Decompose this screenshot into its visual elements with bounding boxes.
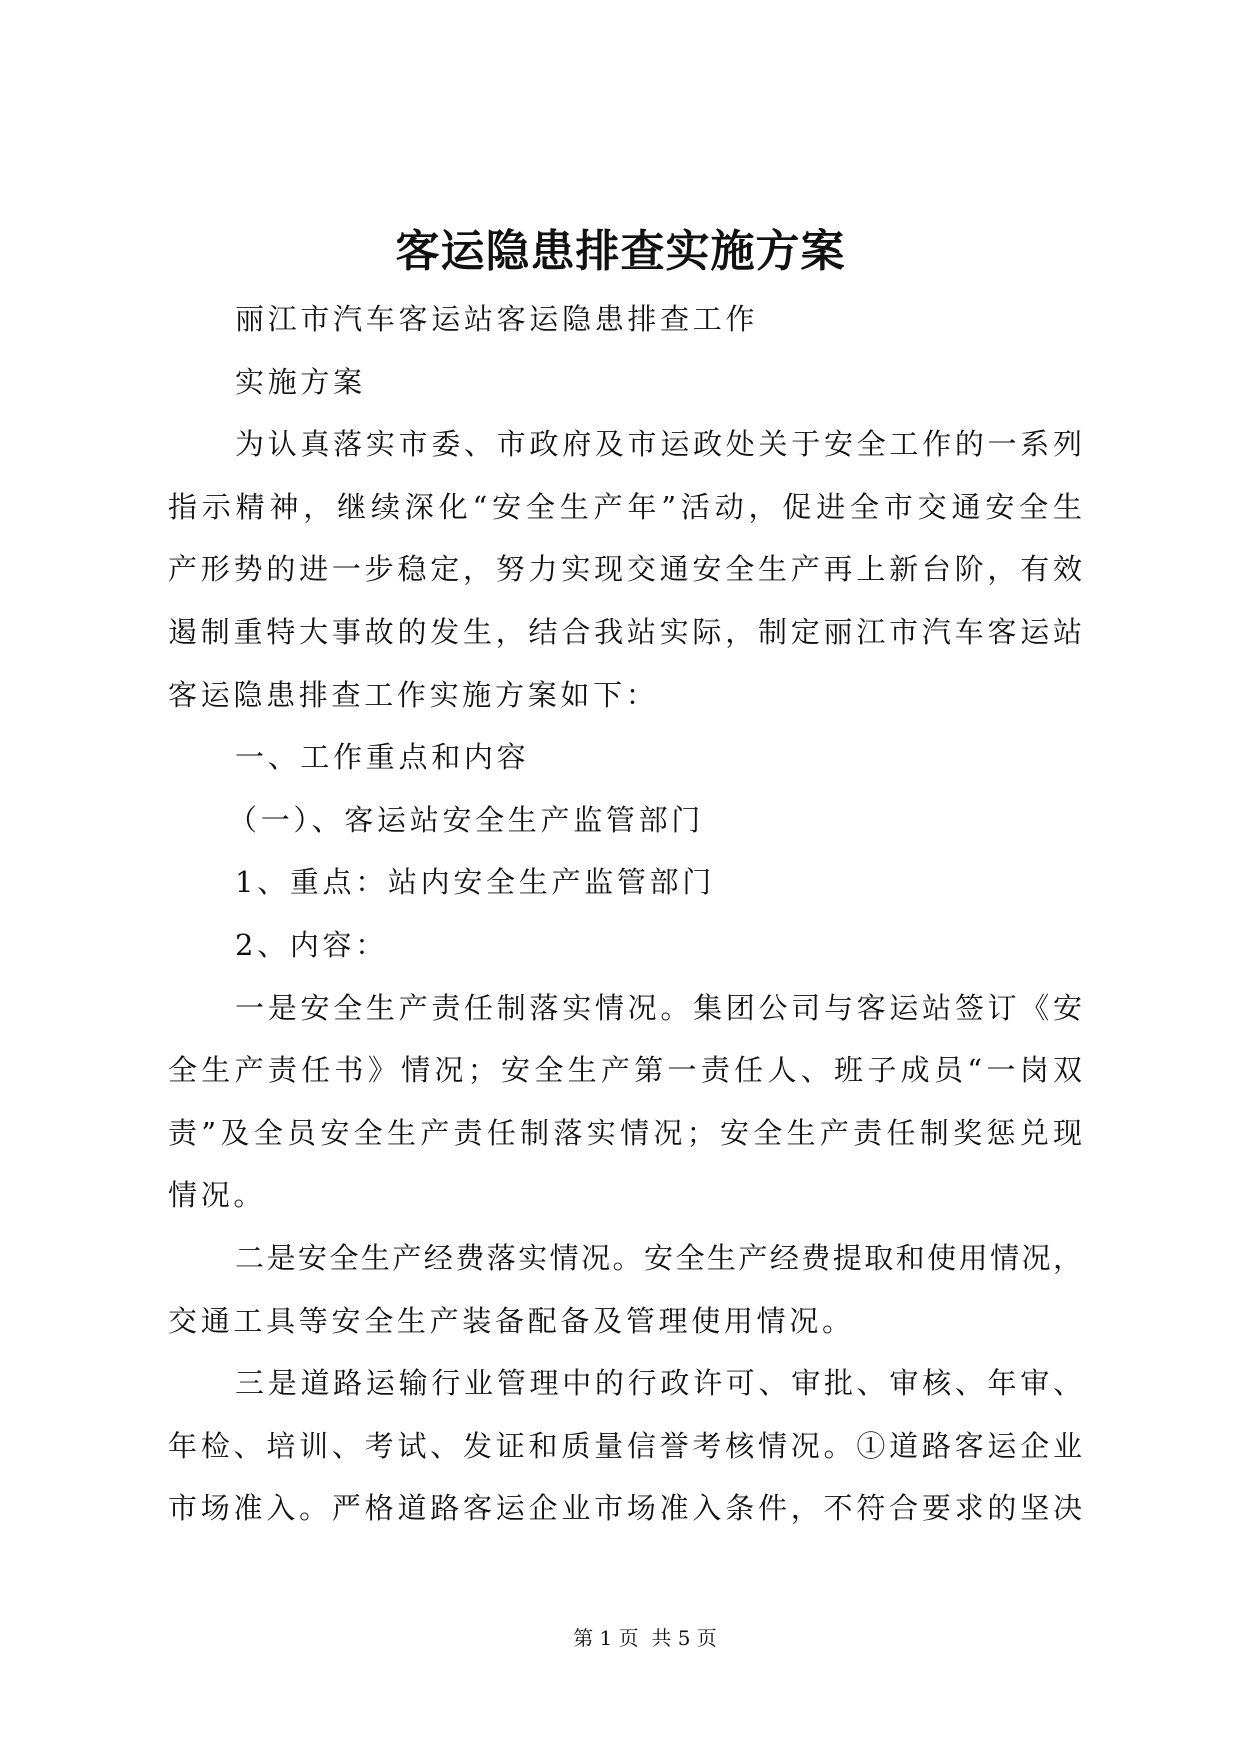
text-line: 一是安全生产责任制落实情况。集团公司与客运站签订《安 — [235, 990, 1082, 1025]
text-line: 情况。 — [168, 1178, 267, 1213]
text-line: 丽江市汽车客运站客运隐患排查工作 — [235, 302, 759, 336]
list-item-content — [168, 914, 1082, 977]
text-line: 二是安全生产经费落实情况。安全生产经费提取和使用情况， — [235, 1240, 1082, 1275]
text-line: 遏制重特大事故的发生，结合我站实际，制定丽江市汽车客运站 — [168, 614, 1082, 649]
text-line: 全生产责任书》情况；安全生产第一责任人、班子成员“一岗双 — [168, 1053, 1082, 1088]
text-line: 市场准入。严格道路客运企业市场准入条件，不符合要求的坚决 — [168, 1491, 1082, 1526]
text-line: 交通工具等安全生产装备配备及管理使用情况。 — [168, 1303, 855, 1338]
text-line: 产形势的进一步稳定，努力实现交通安全生产再上新台阶，有效 — [168, 552, 1082, 587]
text-line: 责”及全员安全生产责任制落实情况；安全生产责任制奖惩兑现 — [168, 1115, 1082, 1150]
text-line: 实施方案 — [235, 364, 366, 399]
list-item-focus — [168, 851, 1082, 914]
text-line: 1、重点：站内安全生产监管部门 — [235, 865, 715, 900]
text-line: 指示精神，继续深化“安全生产年”活动，促进全市交通安全生 — [168, 489, 1082, 524]
text-line: 2、内容： — [235, 927, 388, 962]
text-line: （一）、客运站安全生产监管部门 — [228, 802, 705, 837]
text-line: 三是道路运输行业管理中的行政许可、审批、审核、年审、 — [235, 1366, 1082, 1401]
document-title: 客运隐患排查实施方案 — [395, 226, 846, 277]
paragraph-item-two — [168, 1227, 1082, 1352]
paragraph-item-one — [168, 977, 1082, 1227]
section-heading — [168, 726, 1082, 789]
subsection-heading — [168, 789, 1082, 852]
paragraph-subtitle-line1 — [168, 288, 1082, 351]
document-body — [168, 288, 1082, 1540]
text-line: 年检、培训、考试、发证和质量信誉考核情况。①道路客运企业 — [168, 1428, 1082, 1463]
page-number-footer: 第 1 页 共 5 页 — [573, 1626, 717, 1650]
paragraph-subtitle-line2 — [168, 351, 1082, 414]
paragraph-intro — [168, 413, 1082, 726]
text-line: 一、工作重点和内容 — [235, 740, 530, 775]
text-line: 客运隐患排查工作实施方案如下： — [168, 677, 659, 712]
paragraph-item-three — [168, 1352, 1082, 1540]
text-line: 为认真落实市委、市政府及市运政处关于安全工作的一系列 — [235, 427, 1082, 462]
